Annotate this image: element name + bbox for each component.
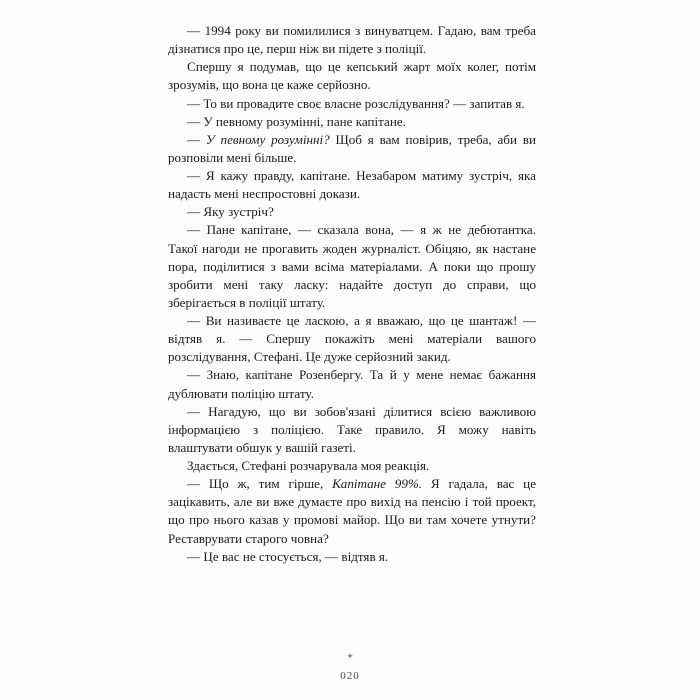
paragraph: — 1994 року ви помилилися з винуватцем. Гадаю, вам треба дізнатися про це, перш ніж ви підете з поліції. <box>168 23 536 57</box>
page-number: 020 <box>340 670 360 682</box>
paragraph-start: — Що ж, тим гірше, <box>187 476 333 492</box>
paragraph: — Це вас не стосується, — відтяв я. <box>187 548 389 564</box>
paragraph: — То ви провадите своє власне розслідування? — запитав я. <box>187 95 525 111</box>
folio-ornament: ✦ <box>346 651 354 661</box>
italic-phrase: У певному розумінні? <box>205 131 330 147</box>
paragraph: — Пане капітане, — сказала вона, — я ж не дебютантка. Такої нагоди не прогавить жоден журналіст. Обіцяю, як настане пора, поділитися з вами всіма матеріалами. А поки що прошу зробити мені таку ласку: надайте доступ до справи, що зберігається в поліції штату. <box>168 222 536 310</box>
paragraph-italic-inline <box>168 475 536 548</box>
paragraph: — Знаю, капітане Розенбергу. Та й у мене немає бажання дублювати поліцію штату. <box>168 367 536 401</box>
paragraph-rest: Щоб я вам повірив, треба, аби ви розповіли мені більше. <box>168 131 536 165</box>
paragraph: Здається, Стефані розчарувала моя реакція. <box>187 458 430 473</box>
page-text-column <box>168 22 536 566</box>
em-dash: — <box>187 131 206 147</box>
paragraph: — У певному розумінні, пане капітане. <box>187 113 406 129</box>
paragraph: — Ви називаєте це ласкою, а я вважаю, що це шантаж! — відтяв я. — Спершу покажіть мені матеріали вашого розслідування, Стефані. Це дуже серйозний закид. <box>168 313 536 365</box>
paragraph-italic-lead <box>168 131 536 167</box>
paragraph: — Яку зустріч? <box>187 204 274 220</box>
paragraph: Спершу я подумав, що це кепський жарт моїх колег, потім зрозумів, що вона це каже серйозно. <box>168 59 536 93</box>
italic-phrase: Капітане 99%. <box>332 476 423 492</box>
paragraph: — Нагадую, що ви зобов'язані ділитися всією важливою інформацією з поліцією. Таке правило. Я можу навіть влаштувати обшук у вашій газеті. <box>168 403 536 455</box>
paragraph: — Я кажу правду, капітане. Незабаром матиму зустріч, яка надасть мені неспростовні докази. <box>168 168 536 202</box>
paragraph-rest: Я гадала, вас це зацікавить, але ви вже думаєте про вихід на пенсію і той проект, що про нього казав у промові майор. Що ви там хочете утнути? Реставрувати старого човна? <box>168 476 537 546</box>
